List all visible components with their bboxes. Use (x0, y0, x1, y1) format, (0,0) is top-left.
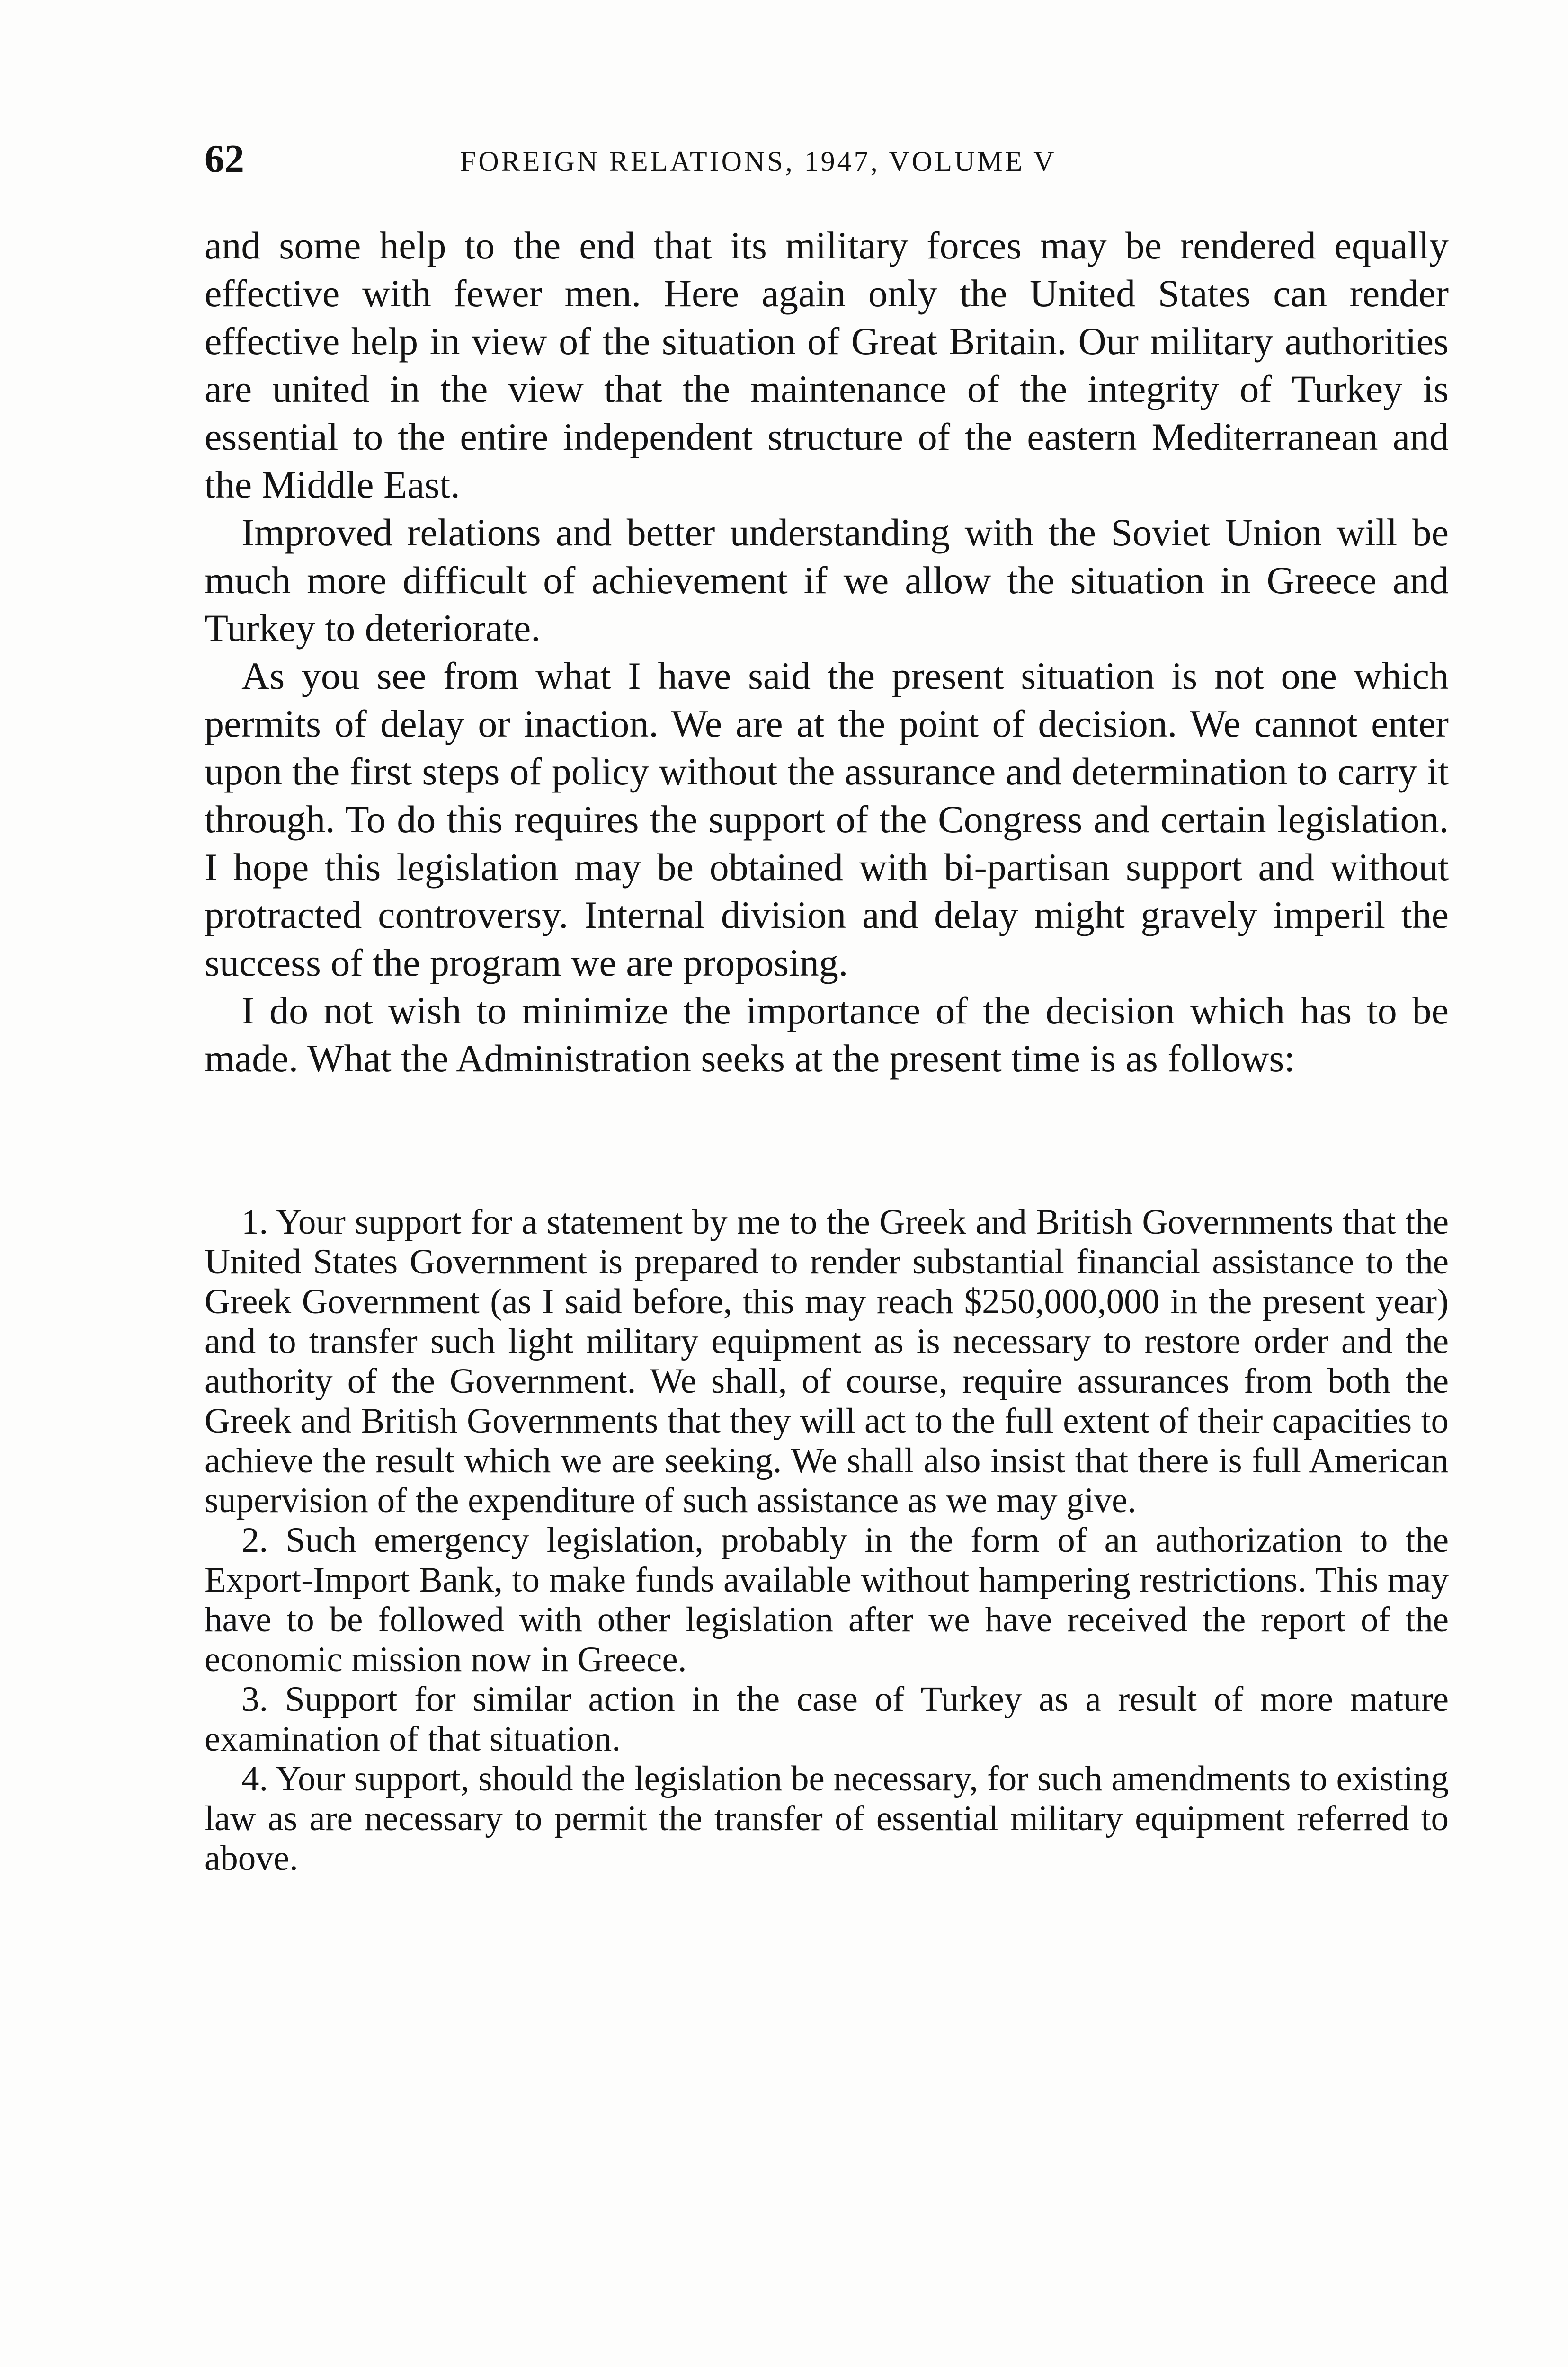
list-item: 1. Your support for a statement by me to the Greek and British Governments that the United States Government is prepared to render substantial financial assistance to the Greek Government (as I said before, this may reach $250,000,000 in the present year) and to transfer such light military equipment as is necessary to restore order and the authority of the Government. We shall, of course, require assurances from both the Greek and British Governments that they will act to the full extent of their capacities to achieve the result which we are seeking. We shall also insist that there is full American supervision of the expenditure of such assistance as we may give. (205, 1202, 1449, 1520)
paragraph: Improved relations and better understanding with the Soviet Union will be much more difficult of achievement if we allow the situation in Greece and Turkey to deteriorate. (205, 511, 1449, 650)
list-item: 4. Your support, should the legislation be necessary, for such amendments to existing law as are necessary to permit the transfer of essential military equipment referred to above. (205, 1759, 1449, 1878)
body-text (205, 222, 1449, 1082)
paragraph: As you see from what I have said the present situation is not one which permits of delay or inaction. We are at the point of decision. We cannot enter upon the first steps of policy without the assurance and determination to carry it through. To do this requires the support of the Congress and certain legislation. I hope this legislation may be obtained with bi-partisan support and without protracted controversy. Internal division and delay might gravely imperil the success of the program we are proposing. (205, 654, 1449, 984)
numbered-list (205, 1202, 1449, 1878)
page-number: 62 (205, 137, 244, 181)
paragraph: and some help to the end that its military forces may be rendered equally effective with fewer men. Here again only the United States can render effective help in view of the situation of Great Britain. Our military authorities are united in the view that the maintenance of the integrity of Turkey is essential to the entire independent structure of the eastern Mediterranean and the Middle East. (205, 224, 1449, 506)
list-item: 3. Support for similar action in the case of Turkey as a result of more mature examination of that situation. (205, 1680, 1449, 1759)
running-head: FOREIGN RELATIONS, 1947, VOLUME V (460, 146, 1057, 177)
list-item: 2. Such emergency legislation, probably in the form of an authorization to the Export-Import Bank, to make funds available without hampering restrictions. This may have to be followed with other legislation after we have received the report of the economic mission now in Greece. (205, 1521, 1449, 1679)
paragraph: I do not wish to minimize the importance of the decision which has to be made. What the Administration seeks at the present time is as follows: (205, 989, 1449, 1080)
page-header (205, 135, 1454, 187)
